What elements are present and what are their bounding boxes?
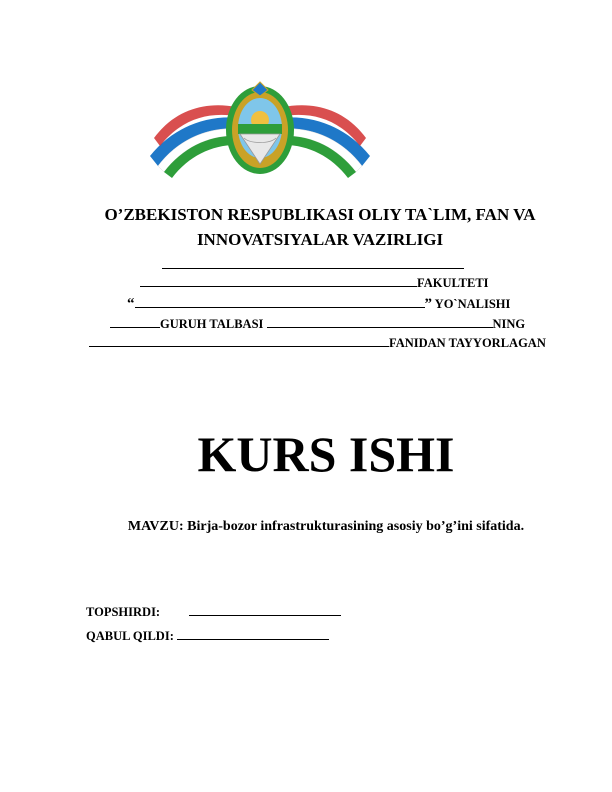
ministry-line-2: INNOVATSIYALAR VAZIRLIGI xyxy=(196,230,444,249)
topic-line xyxy=(0,519,612,535)
ministry-heading xyxy=(60,202,580,252)
group-underline xyxy=(110,315,160,328)
submitted-line xyxy=(86,603,341,620)
submitted-underline xyxy=(189,603,341,616)
document-title: KURS ISHI xyxy=(197,426,455,482)
subject-line xyxy=(89,334,546,351)
blank-line-1 xyxy=(162,256,464,273)
blank-underline xyxy=(162,256,464,269)
student-underline xyxy=(267,315,493,328)
faculty-line xyxy=(140,274,489,291)
direction-underline xyxy=(135,295,425,308)
topic-label: MAVZU: xyxy=(127,519,184,534)
state-emblem-icon xyxy=(140,78,380,178)
prepared-label: FANIDAN TAYYORLAGAN xyxy=(389,336,546,350)
submitted-label: TOPSHIRDI: xyxy=(86,605,161,619)
faculty-underline xyxy=(140,274,417,287)
ning-label: NING xyxy=(492,317,526,331)
group-line xyxy=(110,315,525,332)
close-quote: ” xyxy=(424,296,432,312)
open-quote: “ xyxy=(127,296,135,312)
subject-underline xyxy=(89,334,389,347)
emblem-center xyxy=(226,82,294,174)
accepted-line xyxy=(86,627,329,644)
accepted-label: QABUL QILDI: xyxy=(86,629,174,643)
accepted-underline xyxy=(177,627,329,640)
group-label: GURUH TALBASI xyxy=(160,317,264,331)
topic-text: Birja-bozor infrastrukturasining asosiy bo’g’ini sifatida. xyxy=(183,519,525,534)
ministry-line-1: O’ZBEKISTON RESPUBLIKASI OLIY TA`LIM, FAN VA xyxy=(104,205,536,224)
faculty-label: FAKULTETI xyxy=(417,276,489,290)
direction-line xyxy=(127,295,510,313)
direction-label: YO`NALISHI xyxy=(432,297,511,311)
